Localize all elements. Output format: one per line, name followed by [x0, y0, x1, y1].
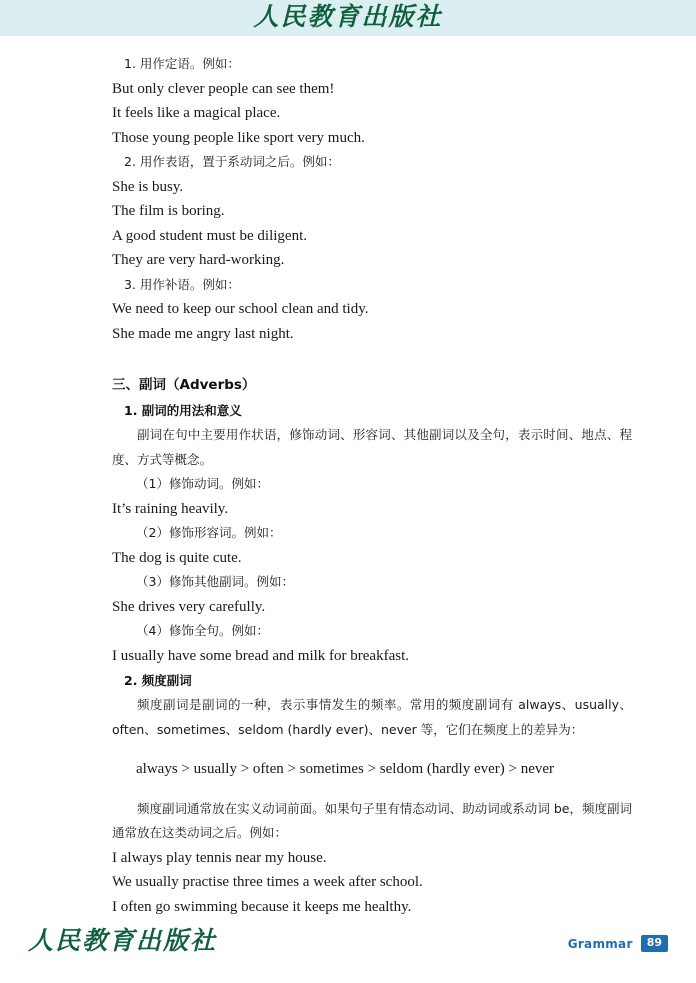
list-item: Those young people like sport very much.: [112, 129, 365, 146]
list-item: A good student must be diligent.: [112, 227, 307, 244]
list-item: （4）修饰全句。例如：: [136, 623, 269, 638]
list-item: 3. 用作补语。例如：: [124, 276, 240, 292]
list-item: But only clever people can see them!: [112, 80, 335, 97]
list-item: I often go swimming because it keeps me healthy.: [112, 898, 412, 915]
paragraph-frequency-adverbs: 频度副词是副词的一种，表示事情发生的频率。常用的频度副词有 always、usually、often、sometimes、seldom (hardly ever)、never 等，它们在频度上的差异为：: [112, 697, 632, 737]
subsection-heading-frequency: 2. 频度副词: [124, 673, 192, 688]
list-item: She is busy.: [112, 178, 184, 195]
header-band: [0, 0, 696, 36]
list-item: I always play tennis near my house.: [112, 849, 327, 866]
list-item: It’s raining heavily.: [112, 500, 229, 517]
list-item: The film is boring.: [112, 203, 225, 219]
list-item: She made me angry last night.: [112, 325, 294, 342]
list-item: （2）修饰形容词。例如：: [136, 525, 282, 540]
paragraph-frequency-position: 频度副词通常放在实义动词前面。如果句子里有情态动词、助动词或系动词 be，频度副词通常放在这类动词之后。例如：: [112, 800, 632, 840]
list-item: She drives very carefully.: [112, 598, 266, 615]
list-item: The dog is quite cute.: [112, 549, 242, 566]
list-item: They are very hard-working.: [112, 252, 285, 268]
frequency-order-formula: always > usually > often > sometimes > seldom (hardly ever) > never: [136, 761, 555, 777]
list-item: 1. 用作定语。例如：: [124, 56, 240, 71]
page-number-badge: 89: [641, 935, 668, 952]
list-item: 2. 用作表语，置于系动词之后。例如：: [124, 154, 340, 169]
page-content: [0, 36, 696, 919]
list-item: It feels like a magical place.: [112, 105, 281, 121]
footer-section-label: Grammar: [567, 936, 633, 951]
paragraph-adverb-usage: 副词在句中主要用作状语，修饰动词、形容词、其他副词以及全句，表示时间、地点、程度、方式等概念。: [112, 427, 632, 467]
list-item: We usually practise three times a week after school.: [112, 874, 423, 890]
list-item: I usually have some bread and milk for breakfast.: [112, 647, 409, 664]
page-footer: [0, 919, 696, 983]
section-heading-adverbs: 三、副词（Adverbs）: [112, 377, 256, 393]
list-item: （3）修饰其他副词。例如：: [136, 574, 294, 589]
publisher-logo-footer: 人民教育出版社: [28, 928, 218, 955]
footer-right-group: [568, 935, 668, 952]
subsection-heading-usage: 1. 副词的用法和意义: [124, 403, 242, 418]
list-item: （1）修饰动词。例如：: [136, 476, 269, 491]
spacer: [112, 346, 632, 372]
list-item: We need to keep our school clean and tidy.: [112, 301, 369, 317]
publisher-logo-header: 人民教育出版社: [253, 4, 443, 31]
